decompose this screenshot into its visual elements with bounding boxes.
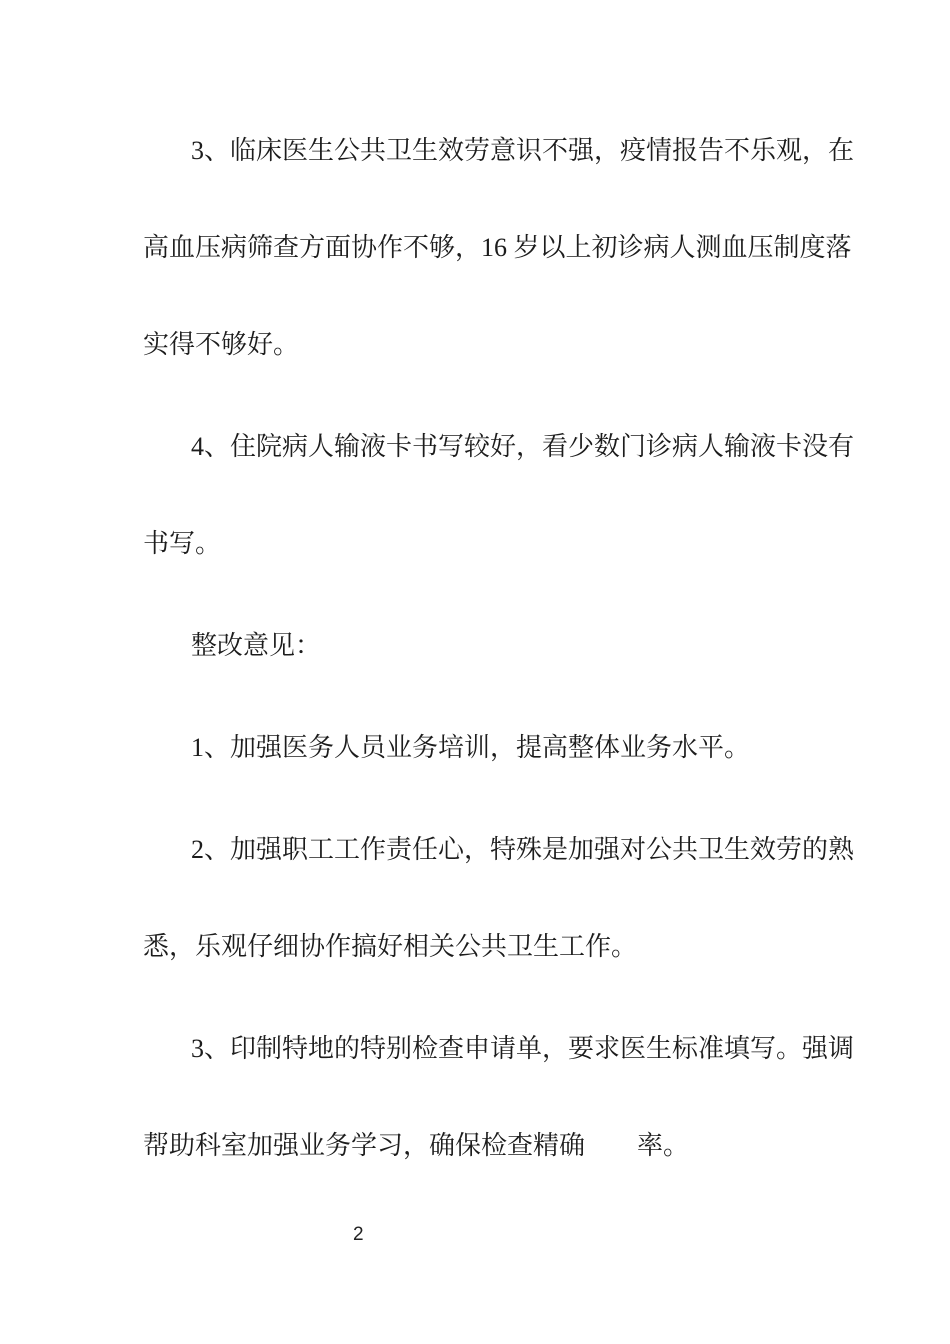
text-line: 3、印制特地的特别检查申请单，要求医生标准填写。强调	[191, 1034, 855, 1063]
document-body	[143, 102, 853, 1199]
text-line: 高血压病筛查方面协作不够，16 岁以上初诊病人测血压制度落	[143, 233, 852, 262]
paragraph	[143, 699, 853, 796]
text-line: 书写。	[143, 529, 222, 558]
text-line: 2、加强职工工作责任心，特殊是加强对公共卫生效劳的熟	[191, 835, 855, 864]
paragraph	[143, 801, 853, 995]
text-line: 4、住院病人输液卡书写较好，看少数门诊病人输液卡没有	[191, 432, 855, 461]
text-line: 帮助科室加强业务学习，确保检查精确 率。	[143, 1131, 690, 1160]
text-line: 实得不够好。	[143, 330, 300, 359]
paragraph	[143, 102, 853, 393]
paragraph	[143, 398, 853, 592]
paragraph	[143, 597, 853, 694]
text-line: 悉，乐观仔细协作搞好相关公共卫生工作。	[143, 932, 638, 961]
text-line: 整改意见：	[191, 631, 322, 660]
paragraph	[143, 1000, 853, 1194]
page-number: 2	[353, 1224, 364, 1245]
text-line: 1、加强医务人员业务培训，提高整体业务水平。	[191, 733, 751, 762]
text-line: 3、临床医生公共卫生效劳意识不强，疫情报告不乐观，在	[191, 136, 855, 165]
